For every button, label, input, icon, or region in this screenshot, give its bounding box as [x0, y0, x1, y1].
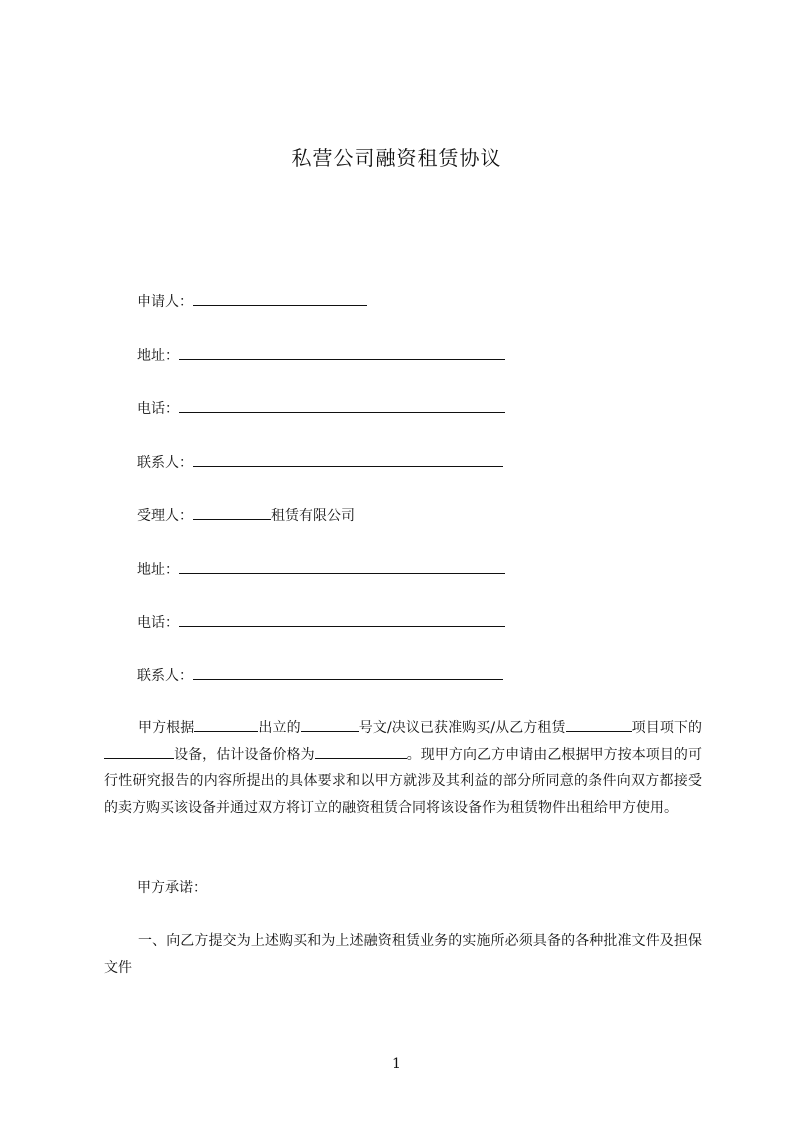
intro-blank-1	[194, 718, 258, 732]
lessor-address-blank	[179, 560, 505, 574]
clause-1: 一、向乙方提交为上述购买和为上述融资租赁业务的实施所必须具备的各种批准文件及担保文件	[104, 933, 702, 976]
lessor-phone-field	[137, 613, 505, 632]
applicant-contact-label: 联系人：	[137, 455, 193, 471]
intro-blank-2	[301, 718, 359, 732]
intro-paragraph	[104, 715, 702, 821]
applicant-phone-label: 电话：	[137, 401, 179, 417]
applicant-contact-field	[137, 453, 503, 472]
applicant-name-label: 申请人：	[137, 294, 193, 310]
lessor-phone-blank	[179, 613, 505, 627]
intro-text-4: 项目项下的	[631, 720, 703, 736]
lessor-contact-blank	[193, 666, 503, 680]
lessor-contact-label: 联系人：	[137, 668, 193, 684]
applicant-name-field	[137, 292, 367, 311]
lessor-name-field	[137, 506, 355, 525]
lessor-contact-field	[137, 666, 503, 685]
promise-heading: 甲方承诺：	[137, 880, 207, 896]
lessor-phone-label: 电话：	[137, 615, 179, 631]
intro-text-6: 。现甲方向乙方申请由乙根据甲方按本项目的可行性研究报告的内容所提出的具体要求和以甲方就涉及其利益的部分所同意的条件向双方都接受的卖方购买该设备并通过双方将订立的融资租赁合同将该设备作为租赁物件出租给甲方使用。	[104, 746, 702, 816]
lessor-name-blank	[193, 506, 271, 520]
applicant-name-blank	[193, 292, 367, 306]
applicant-address-blank	[179, 346, 505, 360]
applicant-phone-field	[137, 399, 505, 418]
applicant-phone-blank	[179, 399, 505, 413]
applicant-address-field	[137, 346, 505, 365]
lessor-name-label: 受理人：	[137, 508, 193, 524]
lessor-name-suffix: 租赁有限公司	[271, 508, 355, 524]
lessor-address-label: 地址：	[137, 562, 179, 578]
applicant-address-label: 地址：	[137, 348, 179, 364]
intro-blank-4	[104, 745, 174, 759]
intro-blank-3	[566, 718, 632, 732]
intro-blank-5	[315, 745, 407, 759]
intro-text-3: 号文/决议已获准购买/从乙方租赁	[358, 720, 566, 736]
applicant-contact-blank	[193, 453, 503, 467]
page-number: 1	[392, 1056, 401, 1072]
document-title: 私营公司融资租赁协议	[291, 146, 502, 170]
intro-text-2: 出立的	[258, 720, 301, 736]
lessor-address-field	[137, 560, 505, 579]
intro-text-1: 甲方根据	[138, 720, 195, 736]
intro-text-5: 设备，估计设备价格为	[174, 746, 315, 763]
